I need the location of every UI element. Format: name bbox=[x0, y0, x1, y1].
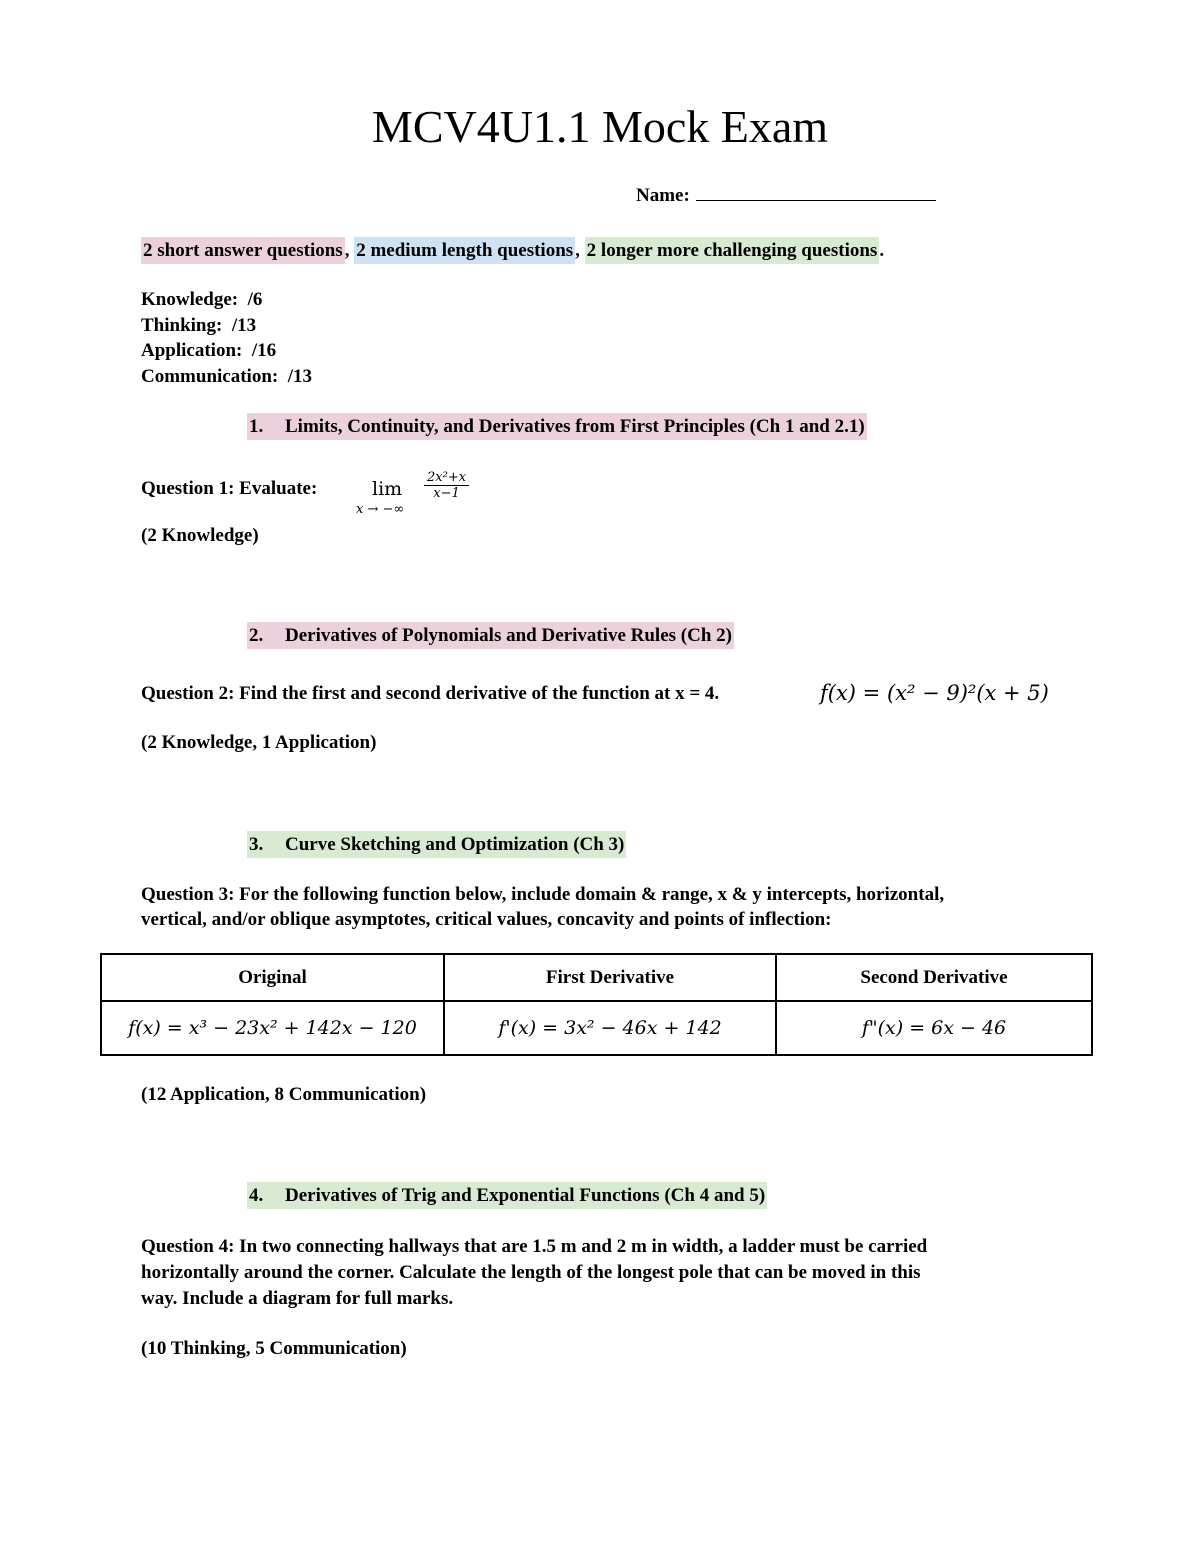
cell-first-derivative: f'(x) = 3x² − 46x + 142 bbox=[444, 1001, 776, 1055]
function-table bbox=[100, 953, 1093, 1056]
marks-application: Application: /16 bbox=[141, 340, 277, 361]
question-2-formula: f(x) = (x² − 9)²(x + 5) bbox=[820, 681, 1049, 705]
section-heading-1: 1. Limits, Continuity, and Derivatives from First Principles (Ch 1 and 2.1) bbox=[247, 416, 867, 438]
question-3-text-line-2: vertical, and/or oblique asymptotes, critical values, concavity and points of inflection: bbox=[141, 909, 832, 930]
cell-second-derivative: f"(x) = 6x − 46 bbox=[776, 1001, 1092, 1055]
marks-breakdown bbox=[141, 289, 312, 391]
question-4-marks: (10 Thinking, 5 Communication) bbox=[141, 1338, 407, 1359]
name-blank-line[interactable] bbox=[696, 182, 936, 201]
question-4-text-line-1: Question 4: In two connecting hallways that are 1.5 m and 2 m in width, a ladder must be carried bbox=[141, 1236, 928, 1257]
medium-length-highlight: 2 medium length questions bbox=[354, 237, 575, 264]
marks-thinking: Thinking: /13 bbox=[141, 314, 257, 336]
exam-title: MCV4U1.1 Mock Exam bbox=[371, 101, 829, 152]
question-type-summary: 2 short answer questions , 2 medium length questions , 2 longer more challenging questions . bbox=[141, 240, 884, 262]
section-heading-3: 3. Curve Sketching and Optimization (Ch 3) bbox=[247, 834, 626, 856]
short-answer-highlight: 2 short answer questions bbox=[141, 237, 345, 264]
marks-communication: Communication: /13 bbox=[141, 365, 313, 387]
cell-original-function: f(x) = x³ − 23x² + 142x − 120 bbox=[101, 1001, 444, 1055]
question-3-marks: (12 Application, 8 Communication) bbox=[141, 1084, 427, 1105]
question-2-text: Question 2: Find the first and second derivative of the function at x = 4. bbox=[141, 683, 720, 704]
question-1-label: Question 1: Evaluate: bbox=[141, 478, 318, 499]
question-2-marks: (2 Knowledge, 1 Application) bbox=[141, 732, 377, 753]
name-label: Name: bbox=[636, 185, 690, 206]
header-first-derivative: First Derivative bbox=[444, 954, 776, 1001]
question-3-text-line-1: Question 3: For the following function below, include domain & range, x & y intercepts, horizontal, bbox=[141, 884, 945, 905]
section-heading-4: 4. Derivatives of Trig and Exponential Functions (Ch 4 and 5) bbox=[247, 1185, 767, 1207]
question-4-text-line-2: horizontally around the corner. Calculate the length of the longest pole that can be moved in this bbox=[141, 1262, 921, 1283]
header-second-derivative: Second Derivative bbox=[776, 954, 1092, 1001]
table-row bbox=[101, 1001, 1092, 1055]
limit-subscript: x → −∞ bbox=[356, 502, 405, 517]
question-4-text-line-3: way. Include a diagram for full marks. bbox=[141, 1288, 454, 1309]
longer-challenging-highlight: 2 longer more challenging questions bbox=[585, 237, 880, 264]
marks-knowledge: Knowledge: /6 bbox=[141, 289, 263, 310]
limit-expression: lim x → −∞ $\frac{\text{2x²+x}}{x-1}$ bbox=[356, 470, 486, 518]
question-1-marks: (2 Knowledge) bbox=[141, 525, 259, 546]
header-original: Original bbox=[101, 954, 444, 1001]
limit-fraction: $\frac{\text{2x²+x}}{x-1}$ bbox=[424, 470, 469, 501]
section-heading-2: 2. Derivatives of Polynomials and Derivative Rules (Ch 2) bbox=[247, 625, 734, 647]
table-header-row bbox=[101, 954, 1092, 1001]
name-field bbox=[636, 182, 936, 207]
